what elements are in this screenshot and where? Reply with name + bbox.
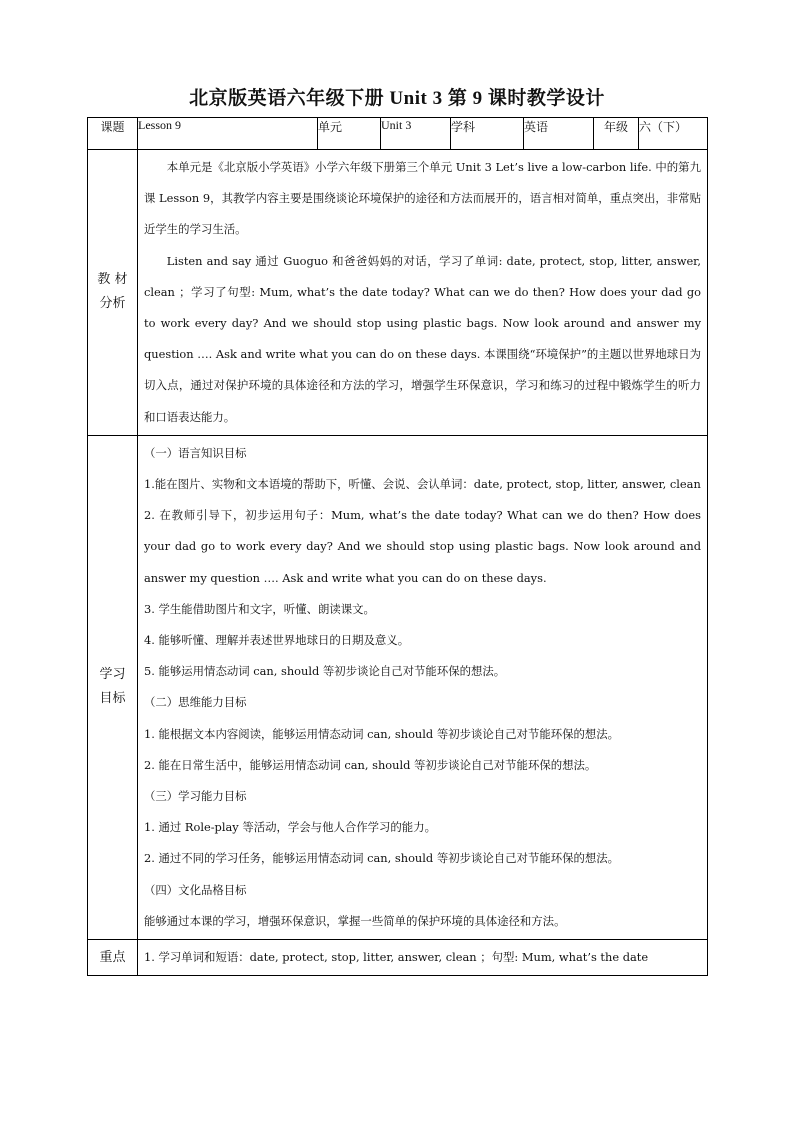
subject-value: 英语 <box>524 118 594 150</box>
objective-line: 2. 在教师引导下，初步运用句子：Mum, what’s the date today? What can we do then? How does your dad go to work every day? And we should stop using plastic bags. Now look around and answer my question …. Ask and write what you can do on these days. <box>144 508 701 585</box>
objective-line: 1.能在图片、实物和文本语境的帮助下，听懂、会说、会认单词：date, protect, stop, litter, answer, clean <box>144 477 701 492</box>
analysis-label <box>88 150 138 436</box>
focus-content: 1. 学习单词和短语：date, protect, stop, litter, answer, clean ；句型: Mum, what’s the date <box>138 940 708 976</box>
lesson-plan-table <box>87 117 708 976</box>
analysis-row <box>88 150 708 436</box>
analysis-label-line1: 教 材 <box>97 272 128 288</box>
objective-line: （一）语言知识目标 <box>144 445 247 460</box>
objective-line: 能够通过本课的学习，增强环保意识，掌握一些简单的保护环境的具体途径和方法。 <box>144 913 566 928</box>
objective-line: 1. 通过 Role-play 等活动，学会与他人合作学习的能力。 <box>144 820 436 835</box>
objectives-content <box>138 435 708 939</box>
objective-line: 1. 能根据文本内容阅读，能够运用情态动词 can, should 等初步谈论自己对节能环保的想法。 <box>144 726 620 741</box>
objectives-label-line2: 目标 <box>99 691 126 707</box>
analysis-paragraph: 本单元是《北京版小学英语》小学六年级下册第三个单元 Unit 3 Let’s live a low-carbon life. 中的第九课 Lesson 9，其教学内容主要是围绕谈论环境保护的途径和方法而展开的，语言相对简单，重点突出，非常贴近学生的学习生活。 <box>144 160 701 237</box>
objective-line: 4. 能够听懂、理解并表述世界地球日的日期及意义。 <box>144 633 410 648</box>
objective-line: 2. 通过不同的学习任务，能够运用情态动词 can, should 等初步谈论自己对节能环保的想法。 <box>144 851 620 866</box>
objective-line: （四）文化品格目标 <box>144 882 247 897</box>
analysis-content <box>138 150 708 436</box>
objectives-row <box>88 435 708 939</box>
focus-row <box>88 940 708 976</box>
objective-line: （二）思维能力目标 <box>144 695 247 710</box>
objective-line: 2. 能在日常生活中，能够运用情态动词 can, should 等初步谈论自己对节能环保的想法。 <box>144 757 597 772</box>
topic-label: 课题 <box>88 118 138 150</box>
header-row <box>88 118 708 150</box>
objective-line: 3. 学生能借助图片和文字，听懂、朗读课文。 <box>144 601 375 616</box>
subject-label: 学科 <box>451 118 524 150</box>
objectives-label-line1: 学习 <box>99 667 126 683</box>
unit-label: 单元 <box>318 118 381 150</box>
grade-value: 六（下） <box>639 118 708 150</box>
page-title: 北京版英语六年级下册 Unit 3 第 9 课时教学设计 <box>189 88 605 109</box>
objectives-label <box>88 435 138 939</box>
grade-label: 年级 <box>594 118 639 150</box>
unit-value: Unit 3 <box>381 118 451 150</box>
topic-value: Lesson 9 <box>138 118 318 150</box>
objective-line: 5. 能够运用情态动词 can, should 等初步谈论自己对节能环保的想法。 <box>144 664 506 679</box>
analysis-paragraph: Listen and say 通过 Guoguo 和爸爸妈妈的对话，学习了单词: date, protect, stop, litter, answer, clean ；学习了句型: Mum, what’s the date today? What can we do then? How does your dad go to work every day? And we should stop using plastic bags. Now look around and answer my question …. Ask and write what you can do on these days. 本课围绕“环境保护”的主题以世界地球日为切入点，通过对保护环境的具体途径和方法的学习，增强学生环保意识，学习和练习的过程中锻炼学生的听力和口语表达能力。 <box>144 253 701 424</box>
objective-line: （三）学习能力目标 <box>144 789 247 804</box>
focus-label: 重点 <box>88 940 138 976</box>
analysis-label-line2: 分析 <box>99 296 126 312</box>
